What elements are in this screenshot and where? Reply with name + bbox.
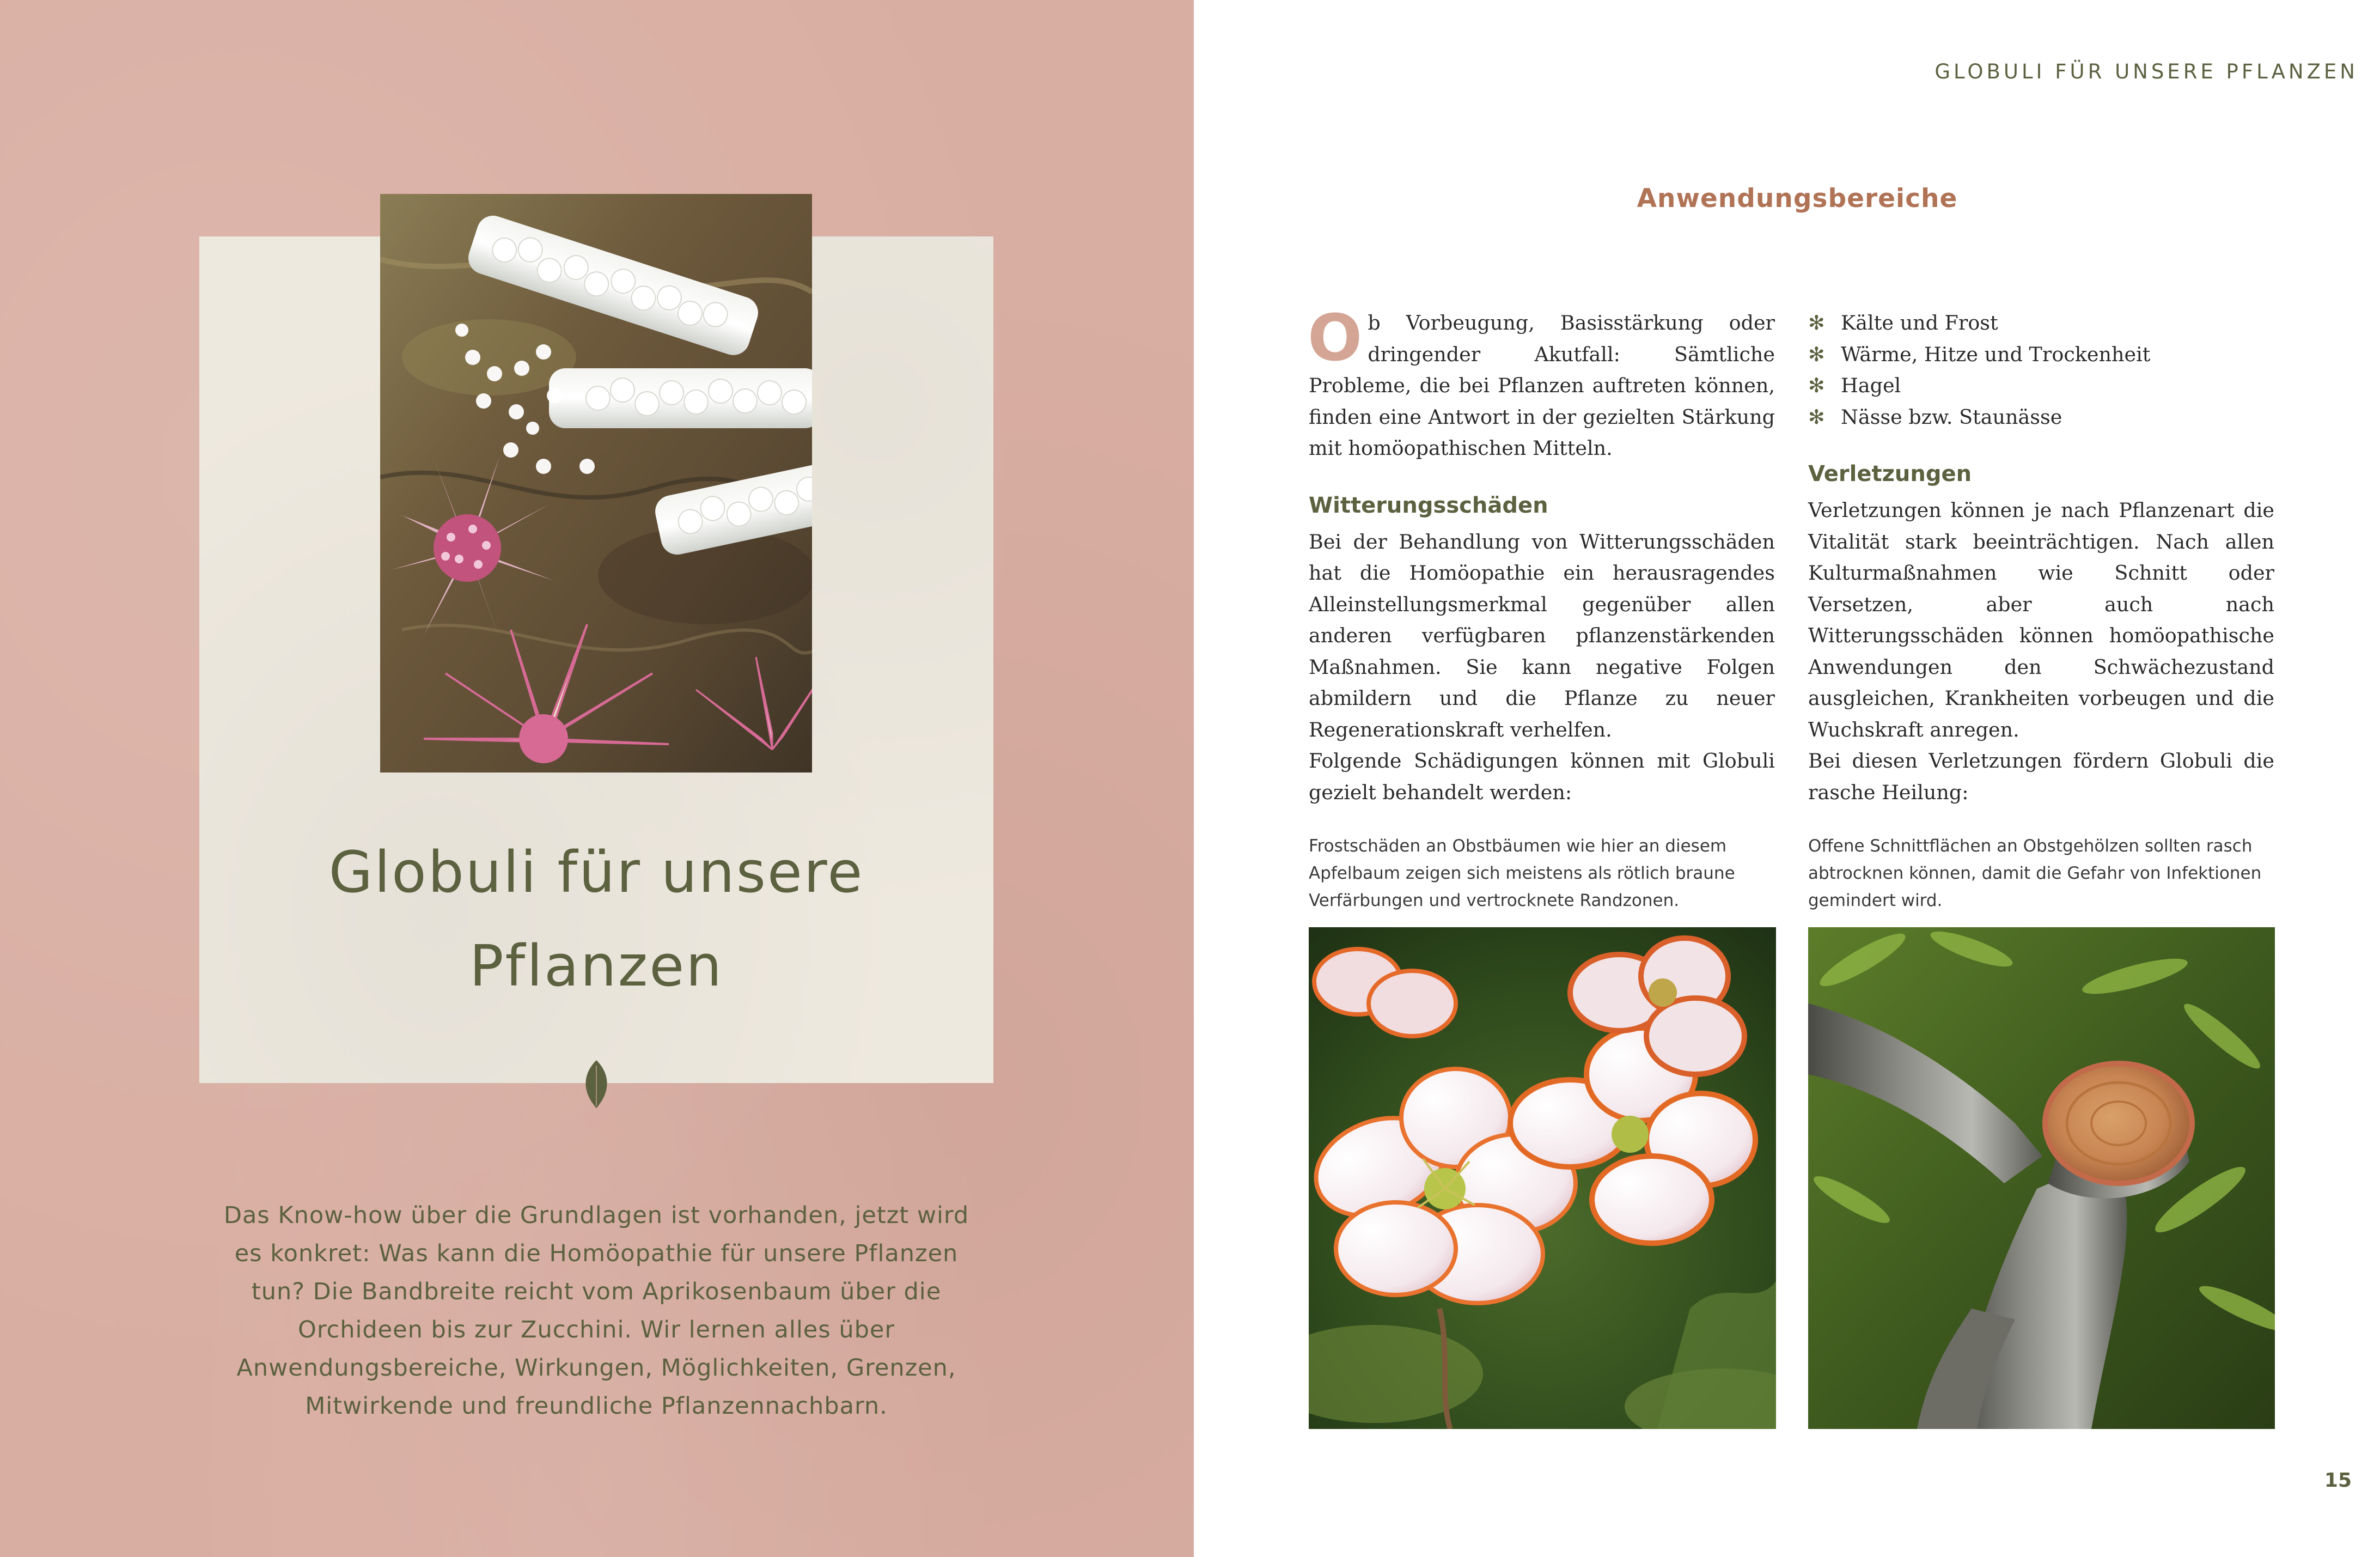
hero-photo-globuli-image	[380, 194, 812, 773]
page-number: 15	[2324, 1469, 2352, 1492]
list-item: ✻ Nässe bzw. Staunässe	[1808, 402, 2274, 433]
chapter-intro: Das Know-how über die Grundlagen ist vorhanden, jetzt wird es konkret: Was kann die Homöopathie für unsere Pflanzen tun? Die Bandbreite reicht vom Aprikosenbaum über die Orchideen bis zur Zucchini. Wir lernen alles über Anwendungsbereiche, Wirkungen, Möglichkeiten, Grenzen, Mitwirkende und freundliche Pflanzennachbarn.	[223, 1202, 969, 1420]
leaf-icon	[578, 1059, 615, 1109]
bullet-star-icon: ✻	[1808, 374, 1825, 397]
weather-heading: Witterungsschäden	[1309, 492, 1548, 518]
injuries-heading: Verletzungen	[1808, 461, 1972, 486]
weather-damage-list	[1808, 307, 2274, 433]
photo-apple-blossom-image	[1309, 927, 1776, 1429]
photo-pruning-cut-branch	[1808, 927, 2275, 1429]
right-column	[1808, 307, 2274, 808]
caption-frost-damage: Frostschäden an Obstbäumen wie hier an diesem Apfelbaum zeigen sich meistens als rötlich braune Verfärbungen und vertrocknete Randzonen.	[1309, 836, 1735, 910]
weather-body-2: Folgende Schädigungen können mit Globuli gezielt behandelt werden:	[1309, 749, 1775, 804]
hero-photo-globuli	[380, 194, 812, 773]
bullet-star-icon: ✻	[1808, 311, 1825, 334]
list-item: ✻ Hagel	[1808, 370, 2274, 402]
book-title-line1: Globuli für unsere	[328, 839, 864, 905]
book-title-line2: Pflanzen	[469, 933, 724, 999]
intro-text: b Vorbeugung, Basisstärkung oder dringender Akutfall: Sämtliche Probleme, die bei Pflanzen auftreten können, finden eine Antwort in der gezielten Stärkung mit homöopathischen Mitteln.	[1309, 311, 1775, 460]
injuries-body-1: Verletzungen können je nach Pflanzenart die Vitalität stark beeinträchtigen. Nach allen Kulturmaßnahmen wie Schnitt oder Versetzen, aber auch nach Witterungsschäden können homöopathische Anwendungen den Schwächezustand ausgleichen, Krankheiten vorbeugen und die Wuchskraft anregen.	[1808, 498, 2274, 741]
list-item: ✻ Kälte und Frost	[1808, 307, 2274, 339]
photo-pruning-cut-image	[1808, 927, 2275, 1429]
book-title	[199, 825, 993, 1013]
left-column	[1308, 300, 1775, 808]
weather-body-1: Bei der Behandlung von Witterungsschäden hat die Homöopathie ein herausragendes Alleinstellungsmerkmal gegenüber allen anderen verfügbaren pflanzenstärkenden Maßnahmen. Sie kann negative Folgen abmildern und die Pflanze zu neuer Regenerationskraft verhelfen.	[1309, 530, 1775, 741]
running-head: GLOBULI FÜR UNSERE PFLANZEN	[1934, 60, 2358, 83]
bullet-star-icon: ✻	[1808, 342, 1825, 366]
list-item: ✻ Wärme, Hitze und Trockenheit	[1808, 339, 2274, 370]
drop-cap: O	[1308, 300, 1363, 375]
photo-frost-damaged-apple-blossom	[1309, 927, 1776, 1429]
caption-pruning-cut: Offene Schnittflächen an Obstgehölzen sollten rasch abtrocknen können, damit die Gefahr von Infektionen gemindert wird.	[1808, 836, 2262, 910]
injuries-body-2: Bei diesen Verletzungen fördern Globuli die rasche Heilung:	[1808, 749, 2274, 804]
section-heading: Anwendungsbereiche	[1637, 184, 1958, 214]
bullet-star-icon: ✻	[1808, 405, 1825, 429]
intro-paragraph	[1308, 300, 1775, 464]
